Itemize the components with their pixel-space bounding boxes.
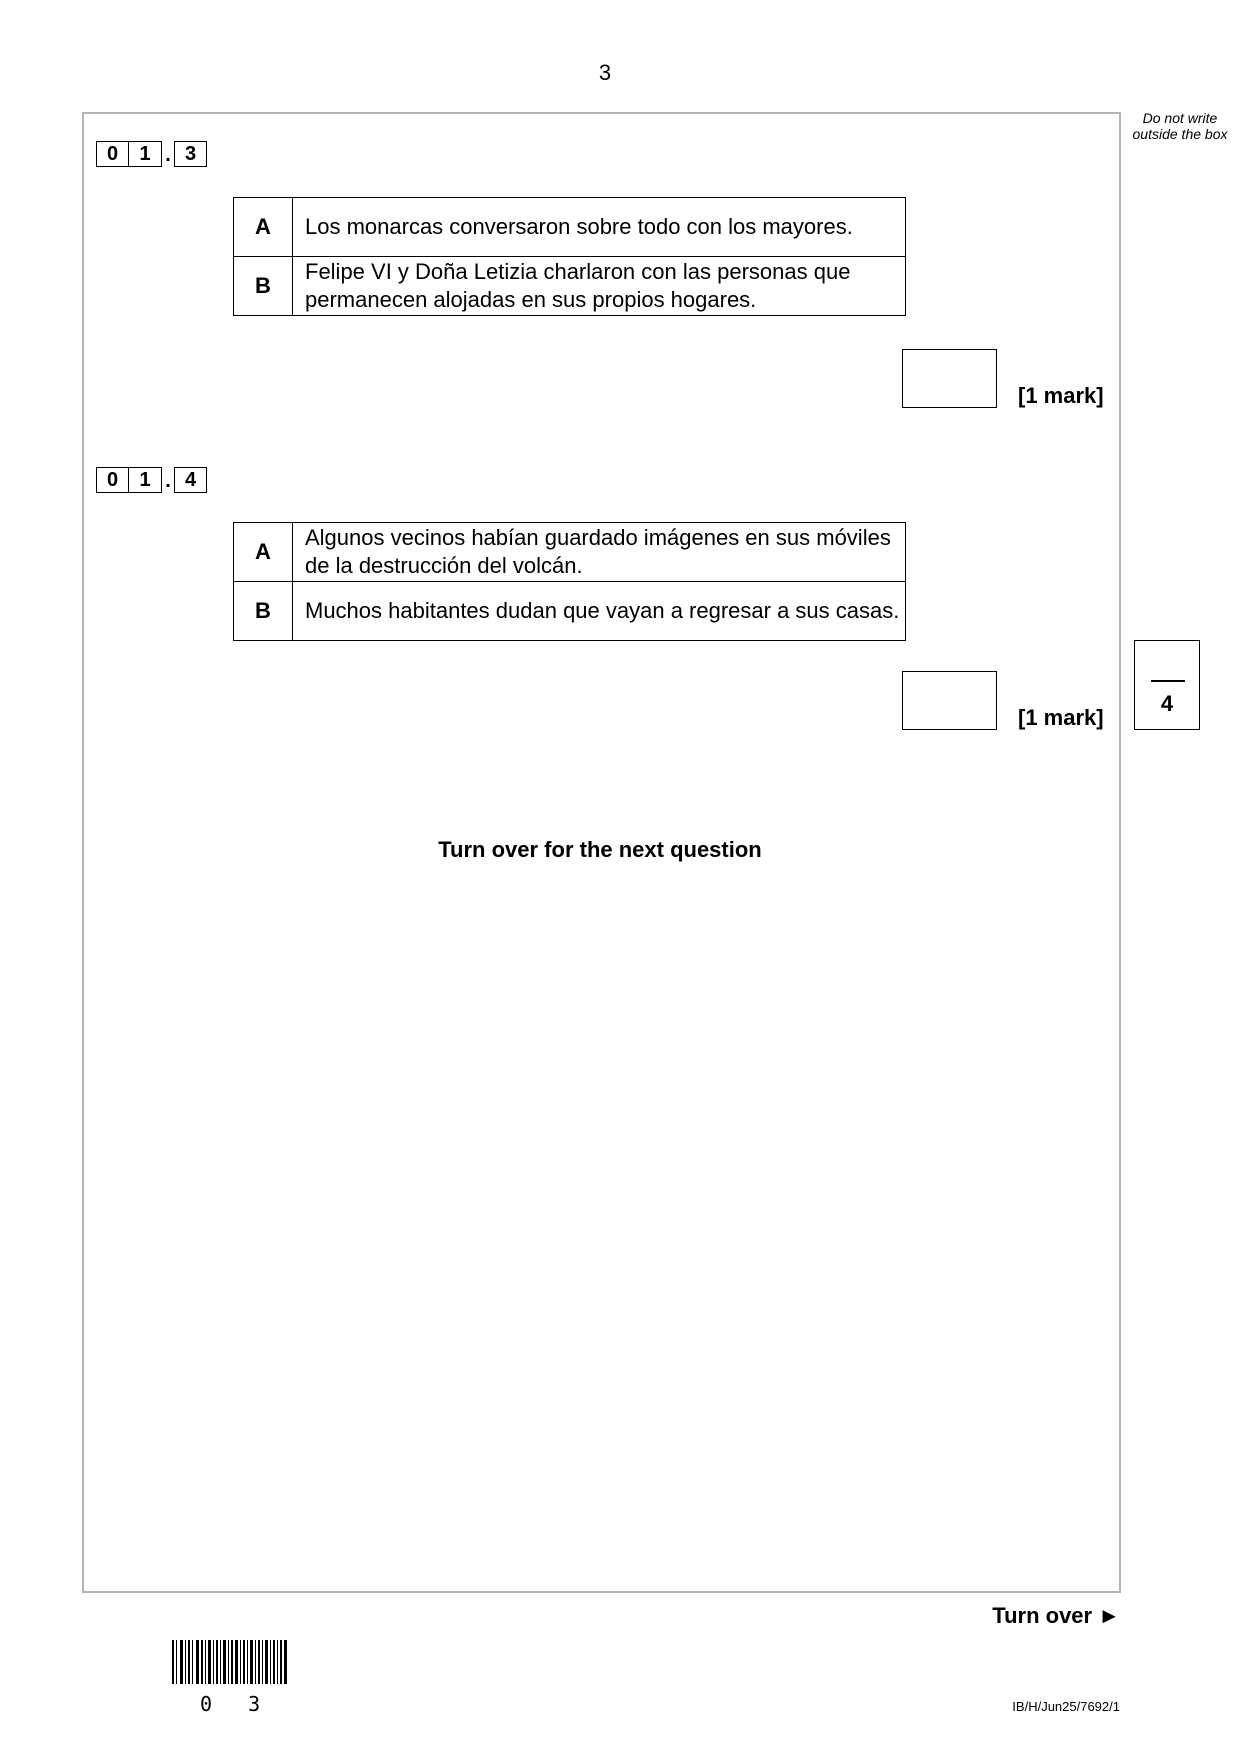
margin-note: Do not write outside the box (1132, 110, 1228, 142)
answer-box-01-4[interactable] (902, 671, 997, 730)
option-text: Los monarcas conversaron sobre todo con los mayores. (293, 198, 906, 257)
question-digit: 1 (129, 141, 162, 167)
option-row-b (234, 582, 906, 641)
question-digit: 0 (96, 467, 129, 493)
answer-box-01-3[interactable] (902, 349, 997, 408)
paper-code: IB/H/Jun25/7692/1 (1012, 1699, 1120, 1714)
score-line (1151, 680, 1185, 682)
barcode-icon (172, 1640, 287, 1684)
option-letter: B (234, 257, 293, 316)
options-table-01-3 (233, 197, 906, 316)
option-row-a (234, 198, 906, 257)
options-table-01-4 (233, 522, 906, 641)
option-row-a (234, 523, 906, 582)
score-total: 4 (1160, 691, 1174, 716)
mark-label: [1 mark] (1018, 705, 1104, 730)
mark-label: [1 mark] (1018, 383, 1104, 408)
question-number-01-3 (96, 137, 207, 167)
score-box (1134, 640, 1200, 730)
turn-over-label: Turn over ► (992, 1603, 1120, 1628)
turn-over-next-question: Turn over for the next question (438, 837, 762, 862)
question-separator: . (165, 470, 171, 492)
page-number: 3 (598, 60, 612, 85)
option-text: Muchos habitantes dudan que vayan a regresar a sus casas. (293, 582, 906, 641)
question-digit: 3 (174, 141, 207, 167)
option-row-b (234, 257, 906, 316)
barcode-label: 0 3 (200, 1692, 273, 1716)
question-digit: 1 (129, 467, 162, 493)
question-digit: 0 (96, 141, 129, 167)
option-letter: A (234, 523, 293, 582)
option-letter: B (234, 582, 293, 641)
question-number-01-4 (96, 463, 207, 493)
option-text: Felipe VI y Doña Letizia charlaron con las personas que permanecen alojadas en sus propios hogares. (293, 257, 906, 316)
question-separator: . (165, 144, 171, 166)
question-digit: 4 (174, 467, 207, 493)
option-letter: A (234, 198, 293, 257)
option-text: Algunos vecinos habían guardado imágenes en sus móviles de la destrucción del volcán. (293, 523, 906, 582)
